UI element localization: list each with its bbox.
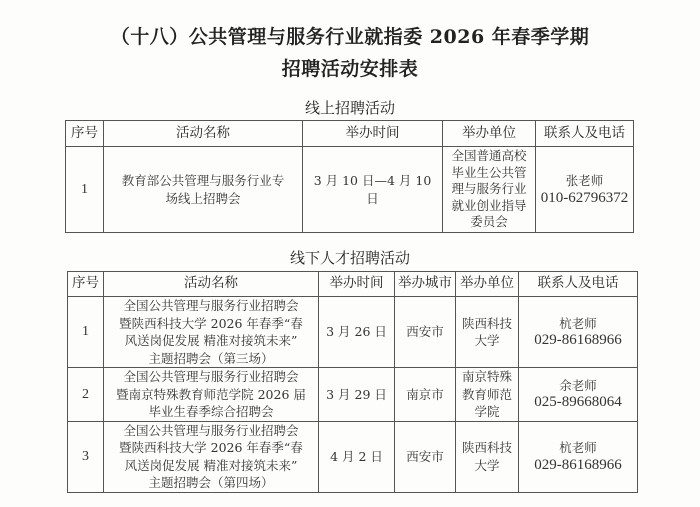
contact-name: 余老师 bbox=[559, 377, 597, 393]
activity-name-line: 主题招聘会（第三场） bbox=[148, 350, 274, 366]
contact-phone: 025-89668064 bbox=[534, 394, 622, 411]
header-index: 序号 bbox=[68, 272, 104, 297]
table-header-row bbox=[68, 272, 638, 297]
offline-section-title: 线下人才招聘活动 bbox=[289, 249, 410, 267]
contact-phone: 010-62796372 bbox=[540, 189, 629, 206]
table-row bbox=[68, 297, 638, 368]
organizer bbox=[456, 297, 519, 368]
online-recruitment-table bbox=[65, 120, 634, 233]
header-organizer: 举办单位 bbox=[443, 121, 536, 147]
activity-name bbox=[104, 368, 319, 422]
row-index: 3 bbox=[68, 421, 104, 492]
activity-name-line: 毕业生春季综合招聘会 bbox=[148, 404, 274, 419]
header-city: 举办城市 bbox=[395, 272, 456, 297]
organizer-line: 教育师范 bbox=[461, 386, 512, 402]
row-index: 1 bbox=[66, 147, 104, 233]
activity-time: 3 月 29 日 bbox=[319, 368, 395, 422]
activity-city: 南京市 bbox=[395, 368, 456, 422]
activity-name-line: 教育部公共管理与服务行业专 bbox=[121, 173, 285, 188]
header-time: 举办时间 bbox=[303, 121, 443, 147]
organizer-line: 理与服务行业 bbox=[451, 181, 527, 197]
offline-recruitment-table bbox=[67, 271, 638, 493]
activity-name-line: 全国公共管理与服务行业招聘会 bbox=[123, 422, 299, 438]
table-row bbox=[68, 368, 638, 422]
contact bbox=[536, 147, 634, 233]
header-index: 序号 bbox=[66, 121, 104, 147]
activity-city: 西安市 bbox=[395, 297, 456, 368]
organizer-line: 南京特殊 bbox=[461, 369, 512, 384]
activity-name bbox=[104, 147, 303, 233]
document-title-line1: （十八）公共管理与服务行业就指委 2026 年春季学期 bbox=[110, 26, 590, 48]
activity-time: 3 月 10 日—4 月 10 日 bbox=[303, 147, 443, 233]
header-contact: 联系人及电话 bbox=[536, 121, 634, 147]
activity-time: 4 月 2 日 bbox=[319, 421, 395, 492]
activity-name-line: 全国公共管理与服务行业招聘会 bbox=[123, 298, 299, 313]
header-activity-name: 活动名称 bbox=[104, 121, 303, 147]
header-time: 举办时间 bbox=[319, 272, 395, 297]
contact-name: 杭老师 bbox=[559, 315, 597, 331]
organizer-line: 毕业生公共管 bbox=[451, 164, 527, 180]
activity-name-line: 风送岗促发展 精准对接筑未来” bbox=[124, 457, 298, 473]
activity-name bbox=[104, 297, 319, 368]
online-section-title: 线上招聘活动 bbox=[304, 99, 395, 117]
table-row bbox=[66, 147, 634, 233]
organizer-line: 委员会 bbox=[470, 214, 508, 230]
activity-name-line: 暨陕西科技大学 2026 年春季“春 bbox=[119, 315, 303, 331]
activity-name-line: 暨陕西科技大学 2026 年春季“春 bbox=[119, 440, 303, 455]
table-row bbox=[68, 421, 638, 492]
activity-name bbox=[104, 421, 319, 492]
activity-city: 西安市 bbox=[395, 421, 456, 492]
organizer-line: 大学 bbox=[474, 333, 500, 348]
table-header-row bbox=[66, 121, 634, 147]
activity-name-line: 暨南京特殊教育师范学院 2026 届 bbox=[116, 386, 306, 402]
activity-name-line: 全国公共管理与服务行业招聘会 bbox=[123, 369, 299, 384]
organizer-line: 大学 bbox=[474, 457, 500, 473]
header-organizer: 举办单位 bbox=[456, 272, 519, 297]
header-contact: 联系人及电话 bbox=[519, 272, 638, 297]
contact-phone: 029-86168966 bbox=[534, 332, 622, 348]
contact-name: 杭老师 bbox=[559, 440, 597, 455]
activity-time: 3 月 26 日 bbox=[319, 297, 395, 368]
activity-name-line: 风送岗促发展 精准对接筑未来” bbox=[124, 333, 298, 348]
organizer-line: 陕西科技 bbox=[461, 315, 512, 331]
contact bbox=[519, 297, 638, 368]
contact bbox=[519, 421, 638, 492]
contact-name: 张老师 bbox=[565, 173, 604, 188]
organizer-line: 全国普通高校 bbox=[451, 148, 527, 164]
document-title-line2: 招聘活动安排表 bbox=[281, 58, 419, 80]
organizer-line: 就业创业指导 bbox=[451, 197, 527, 213]
activity-name-line: 场线上招聘会 bbox=[165, 190, 241, 206]
organizer bbox=[456, 368, 519, 422]
header-activity-name: 活动名称 bbox=[104, 272, 319, 297]
organizer bbox=[443, 147, 536, 233]
organizer bbox=[456, 421, 519, 492]
organizer-line: 陕西科技 bbox=[461, 440, 512, 455]
organizer-line: 学院 bbox=[474, 404, 500, 419]
contact bbox=[519, 368, 638, 422]
row-index: 2 bbox=[68, 368, 104, 422]
contact-phone: 029-86168966 bbox=[534, 456, 622, 473]
row-index: 1 bbox=[68, 297, 104, 368]
activity-name-line: 主题招聘会（第四场） bbox=[148, 475, 274, 490]
